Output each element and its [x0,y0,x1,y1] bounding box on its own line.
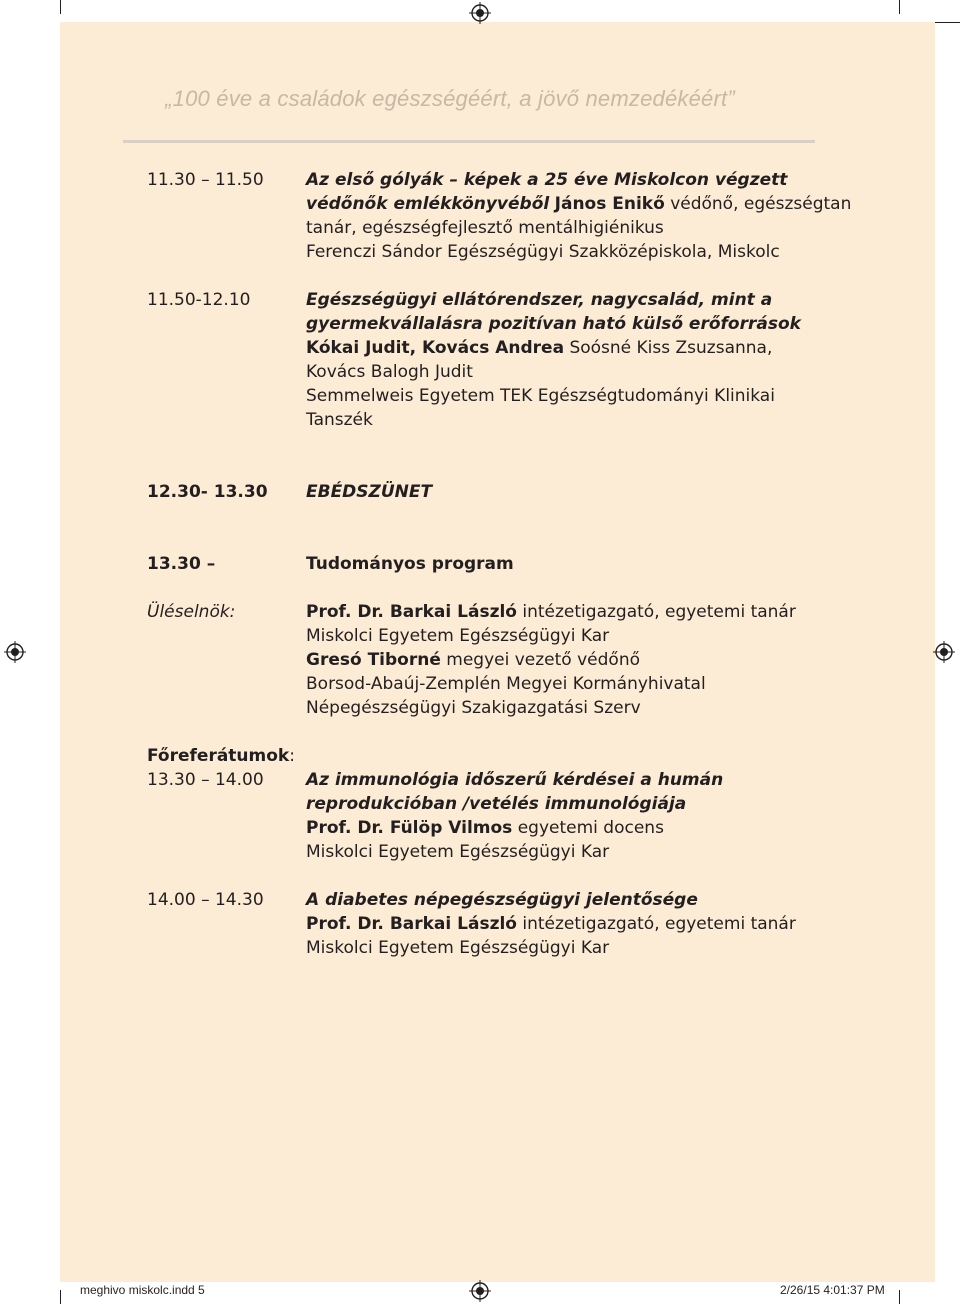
talk-1-time: 13.30 – 14.00 [147,770,264,790]
session-1-title: Az első gólyák – képek a 25 éve Miskolcon végzett [306,170,788,190]
chair-1-name: Prof. Dr. Barkai László [306,602,517,622]
chair-2-name: Gresó Tiborné [306,650,441,670]
session-2-speakers-cont: Kovács Balogh Judit [306,362,473,382]
motto-text: „100 éve a családok egészségéért, a jövő nemzedékéért” [165,86,735,111]
session-1-time: 11.30 – 11.50 [147,170,264,190]
lunch-label: EBÉDSZÜNET [306,482,433,502]
footer-timestamp: 2/26/15 4:01:37 PM [780,1283,885,1297]
crop-mark [60,1290,61,1304]
lunch-time: 12.30- 13.30 [147,482,268,502]
footer-filename: meghivo miskolc.indd 5 [80,1283,205,1297]
talk-1-title: Az immunológia időszerű kérdései a humán [306,770,724,790]
science-label: Tudományos program [306,554,514,574]
header-motto [0,86,960,112]
chair-2-institution-cont: Népegészségügyi Szakigazgatási Szerv [306,698,641,718]
plenary-label: Főreferátumok [147,746,290,766]
talk-2-role: intézetigazgató, egyetemi tanár [516,914,796,934]
chair-1-institution: Miskolci Egyetem Egészségügyi Kar [306,626,610,646]
registration-mark-icon [933,641,955,663]
session-2-institution: Semmelweis Egyetem TEK Egészségtudományi Klinikai [306,386,775,406]
session-1 [306,168,866,264]
session-1-institution: Ferenczi Sándor Egészségügyi Szakközépiskola, Miskolc [306,242,780,262]
session-1-title-cont: védőnők emlékkönyvéből [306,194,550,214]
registration-mark-icon [469,2,491,24]
chairs [306,600,866,720]
session-2-title-cont: gyermekvállalásra pozitívan ható külső erőforrások [306,314,801,334]
crop-mark [60,0,61,14]
chairs-label: Üléselnök: [147,602,236,622]
talk-2-speaker: Prof. Dr. Barkai László [306,914,517,934]
talk-1-title-cont: reprodukcióban /vetélés immunológiája [306,794,687,814]
session-1-speaker: János Enikő [554,194,665,214]
plenary-heading [147,744,295,768]
session-1-role-cont: tanár, egészségfejlesztő mentálhigiénikus [306,218,664,238]
registration-mark-icon [4,641,26,663]
chair-1-role: intézetigazgató, egyetemi tanár [516,602,796,622]
talk-1 [306,768,866,864]
chair-2-institution: Borsod-Abaúj-Zemplén Megyei Kormányhivatal [306,674,706,694]
registration-mark-icon [469,1280,491,1302]
talk-1-speaker: Prof. Dr. Fülöp Vilmos [306,818,513,838]
session-1-role: védőnő, egészségtan [664,194,852,214]
session-2-time: 11.50-12.10 [147,290,251,310]
plenary-colon: : [289,746,295,766]
crop-mark [935,22,960,23]
talk-2-institution: Miskolci Egyetem Egészségügyi Kar [306,938,610,958]
chair-2-role: megyei vezető védőnő [440,650,640,670]
session-2-speakers-bold: Kókai Judit, Kovács Andrea [306,338,565,358]
session-2 [306,288,866,432]
crop-mark [899,1290,900,1304]
session-2-title: Egészségügyi ellátórendszer, nagycsalád, mint a [306,290,773,310]
talk-2-time: 14.00 – 14.30 [147,890,264,910]
talk-2 [306,888,866,960]
session-2-institution-cont: Tanszék [306,410,373,430]
talk-1-institution: Miskolci Egyetem Egészségügyi Kar [306,842,610,862]
talk-1-role: egyetemi docens [512,818,664,838]
crop-mark [899,0,900,14]
session-2-speakers: Soósné Kiss Zsuzsanna, [564,338,773,358]
talk-2-title: A diabetes népegészségügyi jelentősége [306,890,698,910]
science-time: 13.30 – [147,554,216,574]
header-rule [123,140,815,143]
